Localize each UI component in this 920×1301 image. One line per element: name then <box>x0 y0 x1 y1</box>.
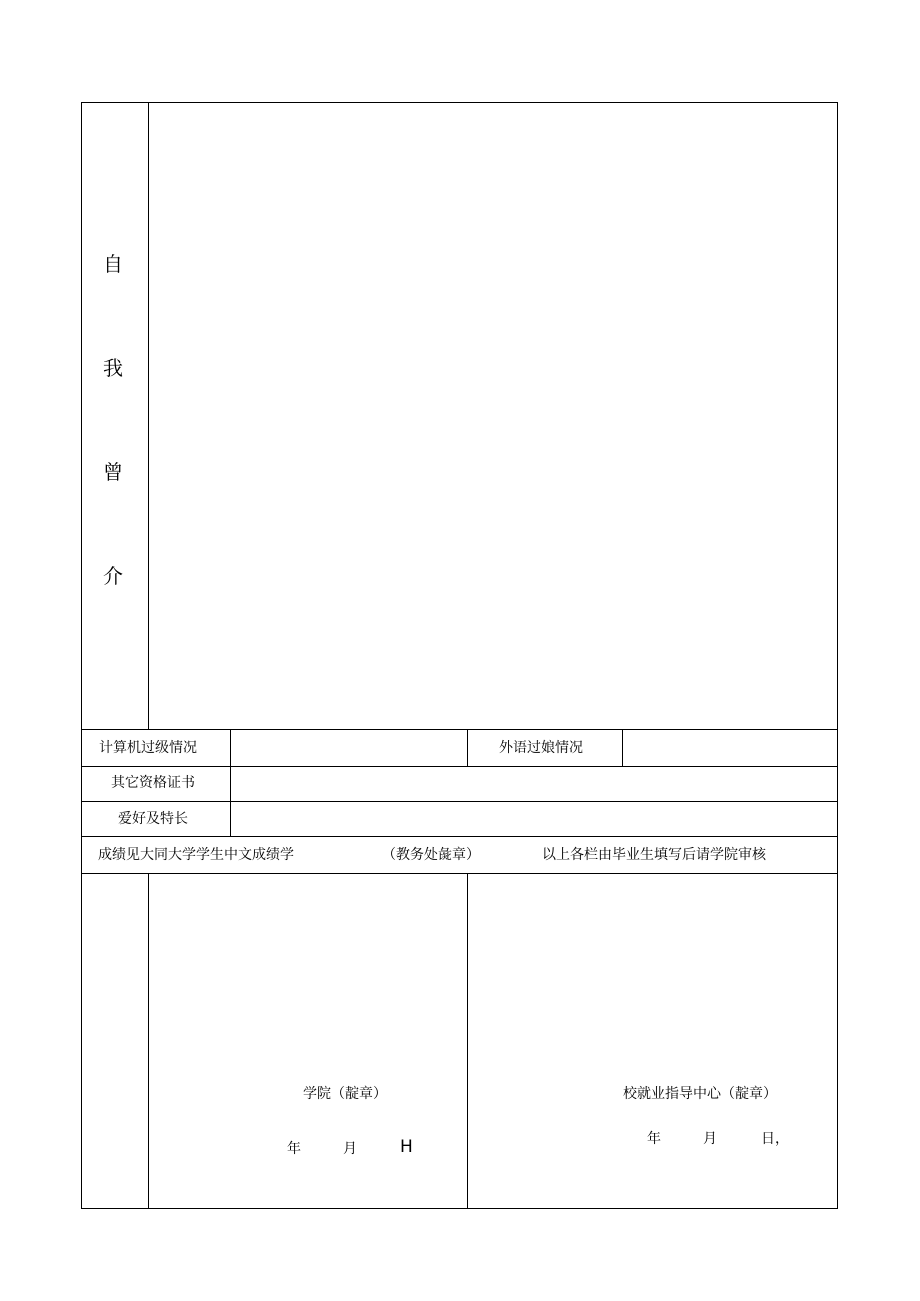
divider <box>148 102 149 729</box>
college-date-day: H <box>400 1137 413 1157</box>
divider <box>622 729 623 766</box>
divider <box>467 729 468 766</box>
self-intro-label-char: 我 <box>103 356 123 380</box>
divider <box>467 873 468 1209</box>
self-intro-content-field[interactable] <box>150 104 836 728</box>
hobbies-field[interactable] <box>232 803 836 835</box>
divider <box>230 729 231 836</box>
self-intro-label-char: 曾 <box>103 460 123 484</box>
divider <box>81 873 838 874</box>
review-note: 以上各栏由毕业生填写后请学院审核 <box>542 847 766 863</box>
certificates-label: 其它资格证书 <box>111 775 195 791</box>
center-date-year: 年 <box>647 1131 661 1147</box>
grades-note: 成绩见大同大学学生中文成绩学 <box>98 847 294 863</box>
divider <box>81 836 838 837</box>
computer-level-label: 计算机过级情况 <box>99 740 197 756</box>
divider <box>81 801 838 802</box>
divider <box>81 766 838 767</box>
divider <box>148 873 149 1209</box>
college-stamp-label: 学院（靛章） <box>303 1086 387 1102</box>
center-date-day: 日， <box>761 1131 789 1147</box>
college-date-year: 年 <box>287 1141 301 1157</box>
certificates-field[interactable] <box>232 768 836 800</box>
self-intro-label-char: 自 <box>103 252 123 276</box>
self-intro-label-char: 介 <box>103 564 123 588</box>
stamp-note: （教务处彘章） <box>382 847 480 863</box>
center-stamp-label: 校就业指导中心（靛章） <box>623 1086 777 1102</box>
foreign-language-field[interactable] <box>624 731 836 765</box>
college-date-month: 月 <box>343 1141 357 1157</box>
divider <box>81 729 838 730</box>
center-date-month: 月 <box>703 1131 717 1147</box>
hobbies-label: 爱好及特长 <box>118 811 188 827</box>
foreign-language-label: 外语过娘情况 <box>499 740 583 756</box>
computer-level-field[interactable] <box>232 731 466 765</box>
